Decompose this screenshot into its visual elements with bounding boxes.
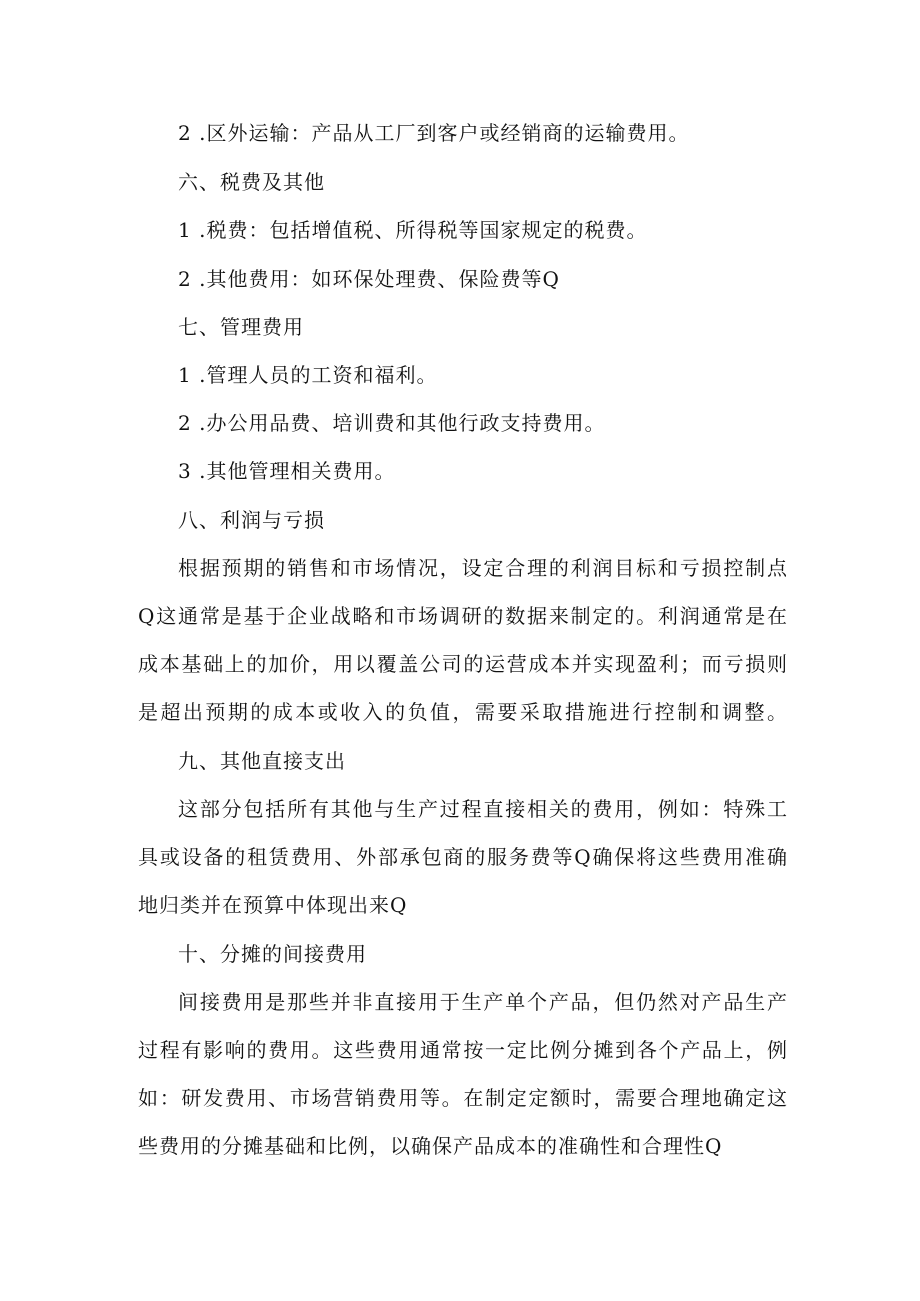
list-item-other-fees: 2 .其他费用：如环保处理费、保险费等Q: [178, 267, 560, 291]
paragraph-line: 间接费用是那些并非直接用于生产单个产品，但仍然对产品生产: [178, 990, 788, 1014]
section-heading-other-direct: 九、其他直接支出: [178, 749, 346, 773]
paragraph-line: 地归类并在预算中体现出来Q: [138, 893, 408, 917]
paragraph-line: 这部分包括所有其他与生产过程直接相关的费用，例如：特殊工: [178, 797, 788, 821]
paragraph-line: 是超出预期的成本或收入的负值，需要采取措施进行控制和调整。: [138, 700, 788, 724]
list-item-management-1: 1 .管理人员的工资和福利。: [178, 363, 438, 387]
section-heading-management: 七、管理费用: [178, 315, 304, 339]
paragraph-line: 如：研发费用、市场营销费用等。在制定定额时，需要合理地确定这: [138, 1086, 788, 1110]
paragraph-line: 成本基础上的加价，用以覆盖公司的运营成本并实现盈利；而亏损则: [138, 652, 788, 676]
paragraph-line: 具或设备的租赁费用、外部承包商的服务费等Q确保将这些费用准确: [138, 845, 788, 869]
list-item-transport: 2 .区外运输：产品从工厂到客户或经销商的运输费用。: [178, 121, 690, 145]
paragraph-line: Q这通常是基于企业战略和市场调研的数据来制定的。利润通常是在: [138, 604, 788, 628]
paragraph-line: 些费用的分摊基础和比例，以确保产品成本的准确性和合理性Q: [138, 1134, 723, 1158]
paragraph-line: 过程有影响的费用。这些费用通常按一定比例分摊到各个产品上，例: [138, 1038, 788, 1062]
list-item-taxes: 1 .税费：包括增值税、所得税等国家规定的税费。: [178, 218, 648, 242]
section-heading-taxes: 六、税费及其他: [178, 170, 325, 194]
list-item-management-3: 3 .其他管理相关费用。: [178, 459, 396, 483]
paragraph-line: 根据预期的销售和市场情况，设定合理的利润目标和亏损控制点: [178, 556, 788, 580]
section-heading-profit-loss: 八、利润与亏损: [178, 508, 325, 532]
section-heading-indirect: 十、分摊的间接费用: [178, 942, 367, 966]
list-item-management-2: 2 .办公用品费、培训费和其他行政支持费用。: [178, 411, 606, 435]
